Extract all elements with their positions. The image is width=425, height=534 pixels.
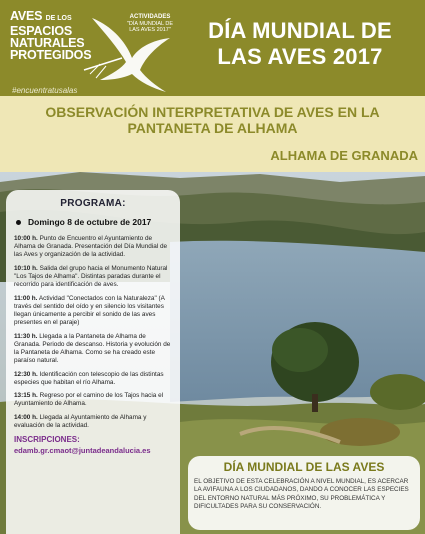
item-text: Llegada al Ayuntamiento de Alhama y evaluación de la actividad. <box>14 413 147 429</box>
item-time: 14:00 h. <box>14 413 38 421</box>
item-time: 11:00 h. <box>14 294 38 302</box>
logo-line2: ESPACIOS <box>10 24 73 38</box>
program-heading: PROGRAMA: <box>60 198 126 209</box>
program-item <box>14 392 172 408</box>
program-item <box>14 265 172 290</box>
activities-sub: "DÍA MUNDIAL DE LAS AVES 2017" <box>126 20 174 33</box>
item-time: 11:30 h. <box>14 332 38 340</box>
item-time: 13:15 h. <box>14 392 38 400</box>
item-text: Salida del grupo hacia el Monumento Natural "Los Tajos de Alhama". Distintas paradas durante el recorrido para identificación de aves. <box>14 264 168 289</box>
inscriptions-email-link[interactable]: edamb.gr.cmaot@juntadeandalucia.es <box>14 446 151 456</box>
program-item <box>14 371 172 387</box>
item-text: Identificación con telescopio de las distintas especies que habitan el río Alhama. <box>14 370 164 386</box>
item-time: 10:00 h. <box>14 235 38 242</box>
program-item <box>14 235 172 260</box>
logo-hashtag: #encuentratusalas <box>12 86 78 95</box>
program-panel <box>6 190 180 534</box>
program-date-text: Domingo 8 de octubre de 2017 <box>28 217 152 227</box>
activity-title: OBSERVACIÓN INTERPRETATIVA DE AVES EN LA PANTANETA DE ALHAMA <box>45 104 380 136</box>
title-line2: LAS AVES 2017 <box>217 44 383 69</box>
logo-line1-small: DE LOS <box>45 15 72 22</box>
info-box-text: EL OBJETIVO DE ESTA CELEBRACIÓN A NIVEL MUNDIAL, ES ACERCAR LA AVIFAUNA A LOS CIUDADANOS, DANDO A CONOCER LAS ESPECIES DEL ENTORNO NATURAL MÁS PRÓXIMO, SU PROBLEMÁTICA Y DIFICULTADES PARA SU CONSERVACIÓN. <box>194 478 409 511</box>
program-item <box>14 414 172 430</box>
item-time: 12:30 h. <box>14 370 38 378</box>
inscriptions-label: INSCRIPCIONES: <box>14 435 80 445</box>
item-text: Llegada a la Pantaneta de Alhama de Granada. Periodo de descanso. Historia y evolución de la Pantaneta de Alhama. Como se ha creado este paraíso natural. <box>14 332 171 365</box>
place-label: ALHAMA DE GRANADA <box>270 148 418 163</box>
program-date <box>14 217 172 227</box>
page-title <box>180 18 420 70</box>
item-text: Regreso por el camino de los Tajos hacia el Ayuntamiento de Alhama. <box>14 392 164 408</box>
logo-line1: AVES <box>10 9 43 23</box>
activities-head: ACTIVIDADES <box>129 14 171 20</box>
logo-line4: PROTEGIDOS <box>10 48 92 62</box>
info-box <box>188 456 420 530</box>
item-time: 10:10 h. <box>14 264 38 272</box>
program-item <box>14 295 172 328</box>
item-text: Actividad "Conectados con la Naturaleza" (A través del sentido del oído y en silencio los visitantes llegan únicamente a percibir el sonido de las aves presentes en el paraje) <box>14 294 165 327</box>
logo-line3: NATURALES <box>10 36 85 50</box>
program-item <box>14 333 172 366</box>
title-line1: DÍA MUNDIAL DE <box>208 18 392 43</box>
info-box-title: DÍA MUNDIAL DE LAS AVES <box>223 460 385 474</box>
logo <box>4 4 172 94</box>
item-text: Punto de Encuentro el Ayuntamiento de Alhama de Granada. Presentación del Día Mundial de las Aves y organización de la actividad. <box>14 235 168 259</box>
activities-label <box>122 14 178 34</box>
bullet-icon <box>16 220 21 225</box>
